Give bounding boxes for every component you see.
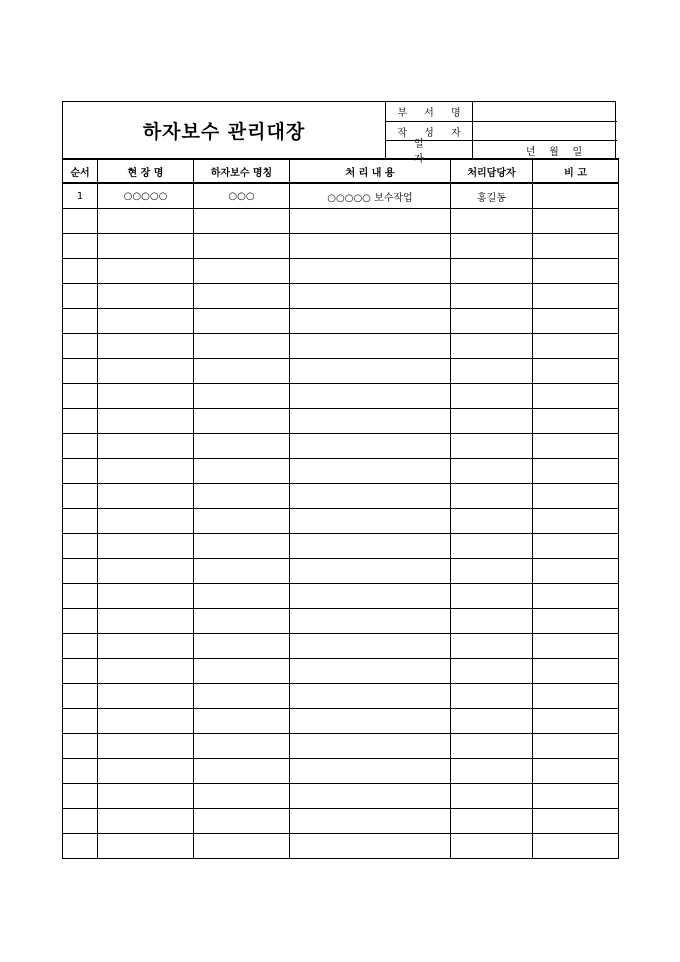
date-day-unit: 일 bbox=[572, 146, 583, 158]
cell-order[interactable] bbox=[63, 434, 98, 459]
cell-manager[interactable] bbox=[451, 559, 533, 584]
cell-remarks[interactable] bbox=[533, 409, 619, 434]
table-row bbox=[63, 409, 619, 434]
table-row bbox=[63, 784, 619, 809]
cell-remarks[interactable] bbox=[533, 809, 619, 834]
cell-order[interactable] bbox=[63, 534, 98, 559]
cell-order[interactable] bbox=[63, 709, 98, 734]
table-row bbox=[63, 734, 619, 759]
cell-site[interactable] bbox=[98, 309, 194, 334]
table-row bbox=[63, 384, 619, 409]
cell-order[interactable] bbox=[63, 484, 98, 509]
cell-repair-name[interactable] bbox=[194, 384, 290, 409]
cell-repair-name[interactable] bbox=[194, 284, 290, 309]
cell-action[interactable] bbox=[290, 284, 451, 309]
cell-action[interactable] bbox=[290, 509, 451, 534]
col-header-action: 처 리 내 용 bbox=[290, 159, 451, 183]
cell-action[interactable] bbox=[290, 609, 451, 634]
cell-order[interactable] bbox=[63, 609, 98, 634]
cell-remarks[interactable] bbox=[533, 684, 619, 709]
cell-remarks[interactable] bbox=[533, 234, 619, 259]
cell-order[interactable] bbox=[63, 734, 98, 759]
ledger-table bbox=[62, 158, 619, 859]
cell-site[interactable] bbox=[98, 809, 194, 834]
cell-repair-name[interactable] bbox=[194, 334, 290, 359]
cell-order[interactable] bbox=[63, 259, 98, 284]
cell-remarks[interactable] bbox=[533, 259, 619, 284]
cell-order[interactable] bbox=[63, 209, 98, 234]
cell-site[interactable] bbox=[98, 784, 194, 809]
cell-site[interactable] bbox=[98, 734, 194, 759]
cell-repair-name[interactable] bbox=[194, 259, 290, 284]
cell-action[interactable] bbox=[290, 484, 451, 509]
cell-remarks[interactable] bbox=[533, 384, 619, 409]
cell-action[interactable] bbox=[290, 659, 451, 684]
col-header-site: 현 장 명 bbox=[98, 159, 194, 183]
cell-action[interactable] bbox=[290, 584, 451, 609]
cell-repair-name[interactable] bbox=[194, 234, 290, 259]
cell-order[interactable] bbox=[63, 334, 98, 359]
date-month-unit: 월 bbox=[549, 146, 559, 158]
cell-action[interactable] bbox=[290, 559, 451, 584]
table-row bbox=[63, 284, 619, 309]
cell-action[interactable] bbox=[290, 434, 451, 459]
cell-order[interactable] bbox=[63, 284, 98, 309]
cell-manager[interactable]: 홍길동 bbox=[451, 183, 533, 209]
cell-action[interactable] bbox=[290, 409, 451, 434]
cell-remarks[interactable] bbox=[533, 509, 619, 534]
cell-remarks[interactable] bbox=[533, 309, 619, 334]
cell-action[interactable] bbox=[290, 734, 451, 759]
cell-action[interactable] bbox=[290, 359, 451, 384]
author-label: 작 성 자 bbox=[385, 121, 472, 140]
cell-site[interactable] bbox=[98, 834, 194, 859]
cell-site[interactable] bbox=[98, 284, 194, 309]
cell-manager[interactable] bbox=[451, 259, 533, 284]
table-row bbox=[63, 609, 619, 634]
cell-order[interactable] bbox=[63, 359, 98, 384]
cell-manager[interactable] bbox=[451, 334, 533, 359]
cell-remarks[interactable] bbox=[533, 559, 619, 584]
cell-remarks[interactable] bbox=[533, 459, 619, 484]
ledger-sheet bbox=[62, 101, 616, 859]
cell-manager[interactable] bbox=[451, 809, 533, 834]
table-row bbox=[63, 634, 619, 659]
department-label: 부 서 명 bbox=[385, 102, 472, 121]
cell-repair-name[interactable] bbox=[194, 534, 290, 559]
cell-order[interactable] bbox=[63, 759, 98, 784]
cell-site[interactable] bbox=[98, 509, 194, 534]
cell-remarks[interactable] bbox=[533, 659, 619, 684]
table-row bbox=[63, 834, 619, 859]
cell-order[interactable] bbox=[63, 234, 98, 259]
cell-remarks[interactable] bbox=[533, 759, 619, 784]
cell-manager[interactable] bbox=[451, 234, 533, 259]
table-row bbox=[63, 359, 619, 384]
cell-order[interactable] bbox=[63, 559, 98, 584]
cell-manager[interactable] bbox=[451, 734, 533, 759]
cell-remarks[interactable] bbox=[533, 334, 619, 359]
cell-manager[interactable] bbox=[451, 634, 533, 659]
table-row bbox=[63, 309, 619, 334]
cell-repair-name[interactable] bbox=[194, 834, 290, 859]
cell-manager[interactable] bbox=[451, 759, 533, 784]
cell-manager[interactable] bbox=[451, 609, 533, 634]
cell-repair-name[interactable] bbox=[194, 759, 290, 784]
cell-site[interactable] bbox=[98, 209, 194, 234]
table-row bbox=[63, 434, 619, 459]
cell-manager[interactable] bbox=[451, 709, 533, 734]
cell-site[interactable] bbox=[98, 609, 194, 634]
table-body bbox=[63, 183, 619, 859]
cell-manager[interactable] bbox=[451, 384, 533, 409]
date-field[interactable] bbox=[472, 140, 617, 159]
table-row bbox=[63, 534, 619, 559]
col-header-repair-name: 하자보수 명칭 bbox=[194, 159, 290, 183]
cell-order[interactable] bbox=[63, 309, 98, 334]
cell-repair-name[interactable] bbox=[194, 584, 290, 609]
cell-order[interactable] bbox=[63, 809, 98, 834]
table-row bbox=[63, 459, 619, 484]
cell-repair-name[interactable] bbox=[194, 359, 290, 384]
cell-site[interactable] bbox=[98, 384, 194, 409]
cell-remarks[interactable] bbox=[533, 634, 619, 659]
cell-repair-name[interactable] bbox=[194, 709, 290, 734]
cell-action[interactable] bbox=[290, 259, 451, 284]
cell-order[interactable] bbox=[63, 659, 98, 684]
date-year-unit: 년 bbox=[525, 146, 536, 158]
cell-site[interactable] bbox=[98, 334, 194, 359]
col-header-remarks: 비 고 bbox=[533, 159, 619, 183]
cell-manager[interactable] bbox=[451, 509, 533, 534]
cell-repair-name[interactable] bbox=[194, 684, 290, 709]
cell-repair-name[interactable] bbox=[194, 309, 290, 334]
cell-manager[interactable] bbox=[451, 309, 533, 334]
cell-repair-name[interactable] bbox=[194, 559, 290, 584]
cell-repair-name[interactable] bbox=[194, 634, 290, 659]
cell-action[interactable] bbox=[290, 759, 451, 784]
table-row bbox=[63, 234, 619, 259]
table-row bbox=[63, 659, 619, 684]
col-header-order: 순서 bbox=[63, 159, 98, 183]
cell-order[interactable] bbox=[63, 634, 98, 659]
cell-remarks[interactable] bbox=[533, 734, 619, 759]
table-row bbox=[63, 259, 619, 284]
cell-order[interactable] bbox=[63, 834, 98, 859]
cell-action[interactable]: ○○○○○ 보수작업 bbox=[290, 183, 451, 209]
cell-manager[interactable] bbox=[451, 459, 533, 484]
cell-repair-name[interactable] bbox=[194, 659, 290, 684]
cell-action[interactable] bbox=[290, 709, 451, 734]
cell-manager[interactable] bbox=[451, 659, 533, 684]
cell-repair-name[interactable] bbox=[194, 459, 290, 484]
cell-action[interactable] bbox=[290, 384, 451, 409]
cell-action[interactable] bbox=[290, 634, 451, 659]
cell-site[interactable]: ○○○○○ bbox=[98, 183, 194, 209]
table-row bbox=[63, 509, 619, 534]
cell-order[interactable] bbox=[63, 384, 98, 409]
cell-remarks[interactable] bbox=[533, 284, 619, 309]
cell-manager[interactable] bbox=[451, 784, 533, 809]
cell-remarks[interactable] bbox=[533, 434, 619, 459]
cell-repair-name[interactable] bbox=[194, 509, 290, 534]
cell-manager[interactable] bbox=[451, 284, 533, 309]
cell-site[interactable] bbox=[98, 259, 194, 284]
cell-action[interactable] bbox=[290, 834, 451, 859]
cell-repair-name[interactable] bbox=[194, 209, 290, 234]
cell-site[interactable] bbox=[98, 584, 194, 609]
cell-action[interactable] bbox=[290, 234, 451, 259]
cell-action[interactable] bbox=[290, 534, 451, 559]
cell-site[interactable] bbox=[98, 634, 194, 659]
cell-manager[interactable] bbox=[451, 684, 533, 709]
table-header-row bbox=[63, 159, 619, 183]
cell-site[interactable] bbox=[98, 659, 194, 684]
cell-order[interactable] bbox=[63, 584, 98, 609]
cell-site[interactable] bbox=[98, 234, 194, 259]
cell-action[interactable] bbox=[290, 309, 451, 334]
cell-action[interactable] bbox=[290, 809, 451, 834]
table-row bbox=[63, 684, 619, 709]
cell-remarks[interactable] bbox=[533, 584, 619, 609]
table-row bbox=[63, 559, 619, 584]
cell-manager[interactable] bbox=[451, 209, 533, 234]
table-row bbox=[63, 584, 619, 609]
cell-order[interactable] bbox=[63, 509, 98, 534]
cell-site[interactable] bbox=[98, 684, 194, 709]
department-field[interactable] bbox=[472, 102, 617, 121]
cell-remarks[interactable] bbox=[533, 784, 619, 809]
header-block bbox=[62, 101, 616, 165]
cell-repair-name[interactable] bbox=[194, 434, 290, 459]
cell-repair-name[interactable] bbox=[194, 809, 290, 834]
cell-remarks[interactable] bbox=[533, 484, 619, 509]
cell-remarks[interactable] bbox=[533, 183, 619, 209]
cell-manager[interactable] bbox=[451, 584, 533, 609]
cell-action[interactable] bbox=[290, 209, 451, 234]
cell-remarks[interactable] bbox=[533, 534, 619, 559]
cell-manager[interactable] bbox=[451, 434, 533, 459]
cell-manager[interactable] bbox=[451, 534, 533, 559]
cell-repair-name[interactable] bbox=[194, 484, 290, 509]
cell-remarks[interactable] bbox=[533, 709, 619, 734]
table-row bbox=[63, 209, 619, 234]
cell-manager[interactable] bbox=[451, 359, 533, 384]
cell-remarks[interactable] bbox=[533, 359, 619, 384]
cell-site[interactable] bbox=[98, 534, 194, 559]
table-row bbox=[63, 183, 619, 209]
date-label: 일 자 bbox=[385, 140, 472, 159]
cell-order[interactable] bbox=[63, 409, 98, 434]
cell-action[interactable] bbox=[290, 784, 451, 809]
table-row bbox=[63, 759, 619, 784]
cell-site[interactable] bbox=[98, 409, 194, 434]
cell-repair-name[interactable]: ○○○ bbox=[194, 183, 290, 209]
cell-site[interactable] bbox=[98, 434, 194, 459]
cell-action[interactable] bbox=[290, 334, 451, 359]
cell-order[interactable] bbox=[63, 459, 98, 484]
table-row bbox=[63, 709, 619, 734]
cell-remarks[interactable] bbox=[533, 609, 619, 634]
cell-manager[interactable] bbox=[451, 834, 533, 859]
cell-order[interactable] bbox=[63, 784, 98, 809]
table-row bbox=[63, 334, 619, 359]
cell-repair-name[interactable] bbox=[194, 609, 290, 634]
cell-action[interactable] bbox=[290, 684, 451, 709]
cell-order[interactable] bbox=[63, 684, 98, 709]
cell-manager[interactable] bbox=[451, 409, 533, 434]
table-row bbox=[63, 484, 619, 509]
cell-remarks[interactable] bbox=[533, 834, 619, 859]
cell-repair-name[interactable] bbox=[194, 784, 290, 809]
cell-action[interactable] bbox=[290, 459, 451, 484]
cell-order[interactable]: 1 bbox=[63, 183, 98, 209]
cell-site[interactable] bbox=[98, 559, 194, 584]
cell-site[interactable] bbox=[98, 484, 194, 509]
page-title: 하자보수 관리대장 bbox=[142, 121, 306, 143]
author-field[interactable] bbox=[472, 121, 617, 140]
cell-manager[interactable] bbox=[451, 484, 533, 509]
cell-site[interactable] bbox=[98, 459, 194, 484]
cell-site[interactable] bbox=[98, 359, 194, 384]
cell-site[interactable] bbox=[98, 759, 194, 784]
cell-site[interactable] bbox=[98, 709, 194, 734]
table-row bbox=[63, 809, 619, 834]
cell-repair-name[interactable] bbox=[194, 734, 290, 759]
cell-remarks[interactable] bbox=[533, 209, 619, 234]
col-header-manager: 처리담당자 bbox=[451, 159, 533, 183]
cell-repair-name[interactable] bbox=[194, 409, 290, 434]
